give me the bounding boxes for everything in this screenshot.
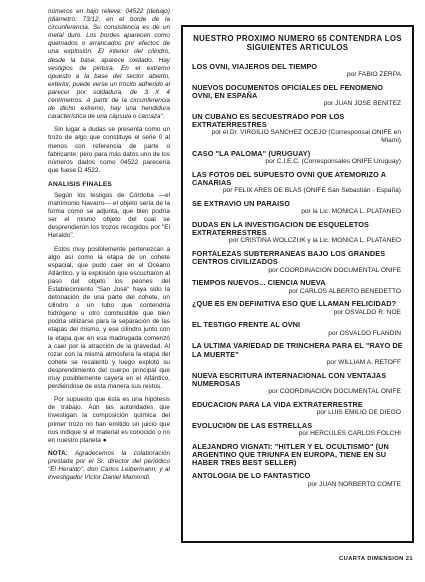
article-author: por OSVALDO FLANDIN	[328, 329, 401, 337]
article-author: por CRISTINA WOLCZUK y la Lic. MONICA L. PLATANEO	[229, 237, 401, 245]
article-quote-paragraph: números en bajo relieve: 04522 (debajo) (diámetro: 73/12, en el borde de la circunferencia. Su consistencia es de un metal duro. Los bordes aparecen como quemados o arrancados por efectos de una explosión. El interior del cilindro, desde la base, aparece oxidado. Hay vestigios de pintura. En el extremo opuesto a la base del sector abierto, exterior, puede verse un trocito adherido al parecer por soldadura, de 3 X 4 centímetros. A partir de la circunferencia de dicho extremo, hay una hendidura característica de una cápsula o carcaza".	[48, 8, 170, 121]
article-entry	[192, 422, 403, 438]
article-entry	[192, 250, 403, 274]
next-issue-box	[181, 25, 414, 543]
article-title: EL TESTIGO FRENTE AL OVNI	[192, 320, 301, 330]
article-entry	[192, 321, 403, 337]
article-entry	[192, 221, 403, 245]
article-author: por la Lic. MONICA L. PLATANEO	[301, 208, 401, 216]
article-author: por JUAN JOSE BENITEZ	[323, 100, 401, 107]
article-title: LOS OVNI, VIAJEROS DEL TIEMPO	[192, 61, 318, 71]
article-paragraph: Estos muy posiblemente pertenezcan a algo así como la etapa de un cohete espacial, que pudo caer en el Océano Atlántico, y la explosión que escucharon al paso del objeto los peones del Establecimiento "San José" haya sido la detonación de una parte del cohete, un cilindro o un tubo que contendría hidrógeno u otro combustible que bien podría utilizarse para la separación de las etapas del mismo, y ese cilindro junto con la etapa que en esa madrugada comenzó a caer por la atracción de la gravedad. Al rozar con la misma atmósfera la etapa del cohete se recalentó y luego explotó su desprendimiento del cuerpo principal que muy posiblemente cayera en el Atlántico, perdiéndose de esta manera sus restos.	[48, 245, 170, 391]
article-title: FORTALEZAS SUBTERRANEAS BAJO LOS GRANDES CENTROS CIVILIZADOS	[192, 249, 386, 267]
article-entry	[192, 171, 403, 195]
article-entry	[192, 84, 403, 108]
article-entry	[192, 113, 403, 145]
article-author: por LUIS EMILIO DE DIEGO	[316, 409, 401, 417]
note-text: Agradecemos la colaboración prestada por el Sr. director del periódico "El Heraldo", don Carlos Leibermann; y al investigador Víctor Daniel Mamondi.	[48, 449, 170, 482]
article-author: por FABIO ZERPA	[346, 70, 401, 78]
article-author: por HERCULES CARLOS FOLCHI	[298, 430, 401, 438]
section-heading: ANALISIS FINALES	[48, 180, 113, 188]
article-entry	[192, 401, 403, 417]
box-title: NUESTRO PROXIMO NUMERO 65 CONTENDRA LOS SIGUIENTES ARTICULOS	[193, 34, 402, 53]
article-title: CASO "LA PALOMA" (URUGUAY)	[192, 148, 311, 158]
article-title: NUEVA ESCRITURA INTERNACIONAL CON VENTAJAS NUMEROSAS	[192, 370, 387, 388]
article-author: por COORDINACION DOCUMENTAL ONIFE	[268, 266, 401, 274]
article-title: EDUCACION PARA LA VIDA EXTRATERRESTRE	[192, 399, 363, 409]
article-entry	[192, 200, 403, 216]
article-entry	[192, 443, 403, 468]
article-paragraph: Sin lugar a dudas se presenta como un trozo de algo que constituye el serie 0 al menos con referencia de parte o fabricante; pero para más datos uno de los números dados como 04522 parecería que fuese D 4522.	[48, 126, 170, 174]
article-title: LA ULTIMA VARIEDAD DE TRINCHERA PARA EL "RAYO DE LA MUERTE"	[192, 341, 403, 359]
article-author: por C.I.E.C. (Corresponsales ONIFE Uruguay)	[265, 158, 401, 165]
article-title: DUDAS EN LA INVESTIGACION DE ESQUELETOS EXTRATERRESTRES	[192, 220, 370, 238]
article-title: ANTOLOGIA DE LO FANTASTICO	[192, 471, 311, 481]
article-author: por CARLOS ALBERTO BENEDETTO	[288, 287, 401, 295]
article-entry	[192, 63, 403, 79]
article-entry	[192, 300, 403, 316]
article-author: por COORDINACION DOCUMENTAL ONIFE	[268, 388, 401, 396]
article-title: SE EXTRAVIO UN PARAISO	[192, 199, 291, 208]
article-author: por OSVALDO R. NOE	[333, 308, 401, 316]
article-entry	[192, 150, 403, 166]
article-entry	[192, 279, 403, 295]
article-author: por JUAN NORBERTO COMTE	[307, 480, 401, 488]
article-title: UN CUBANO ES SECUESTRADO POR LOS EXTRATERRESTRES	[192, 111, 345, 129]
article-paragraph: Según los testigos de Córdoba —el matrimonio Navarro— el objeto sería de la forma como se adjunta, que bien podría ser el mismo objeto del cual se desprendieron los trozos recogidos por "El Heraldo".	[48, 191, 170, 240]
article-entry	[192, 372, 403, 396]
article-entry	[192, 472, 403, 488]
article-title: LAS FOTOS DEL SUPUESTO OVNI QUE ATEMORIZO A CANARIAS	[192, 169, 386, 187]
article-column	[48, 8, 170, 487]
article-title: TIEMPOS NUEVOS... CIENCIA NUEVA	[192, 278, 326, 288]
article-title: ¿QUE ES EN DEFINITIVA ESO QUE LLAMAN FELICIDAD?	[192, 299, 397, 309]
article-paragraph: Por supuesto que ésta es una hipótesis de trabajo. Aún las autoridades que investigan la composición química del primer trozo no han emitido un juicio que nos indique si el material es conocido o no en nuestro planeta ●	[48, 396, 170, 444]
article-title: ALEJANDRO VIGNATI: "HITLER Y EL OCULTISMO" (UN ARGENTINO QUE TRIUNFA EN EUROPA, TIENE EN SU HABER TRES BEST SELLER)	[192, 441, 389, 468]
acknowledgement-note	[48, 450, 170, 482]
article-author: por el Dr. VIRGILIO SANCHEZ OCEJO (Corresponsal ONIFE en Miami)	[211, 129, 401, 144]
page-footer: CUARTA DIMENSION 21	[339, 556, 413, 562]
article-title: EVOLUCION DE LAS ESTRELLAS	[192, 420, 313, 430]
article-title: NUEVOS DOCUMENTOS OFICIALES DEL FENOMENO OVNI, EN ESPAÑA	[192, 82, 384, 100]
note-label: NOTA:	[48, 449, 68, 457]
article-author: por WILLIAM A. RETOFF	[326, 358, 401, 366]
article-entry	[192, 342, 403, 366]
article-author: por FELIX ARES DE BLAS (ONIFE San Sebastián - España)	[222, 187, 401, 195]
article-list	[192, 63, 403, 489]
